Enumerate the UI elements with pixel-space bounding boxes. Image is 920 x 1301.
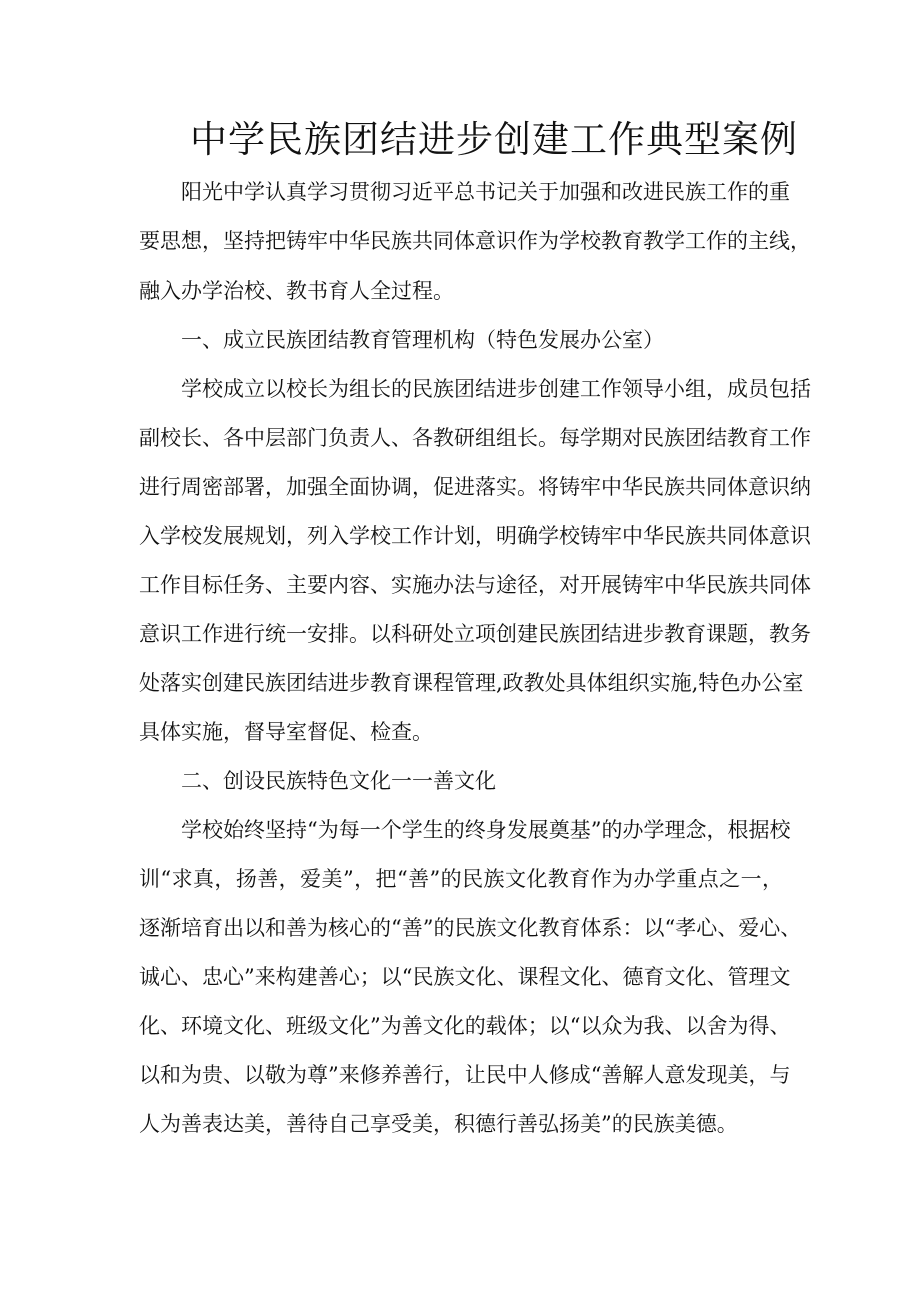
section-1-line: 入学校发展规划，列入学校工作计划，明确学校铸牢中华民族共同体意识 — [139, 524, 811, 548]
section-2-line: 化、环境文化、班级文化”为善文化的载体；以“以众为我、以舍为得、 — [139, 1014, 791, 1038]
section-1-line: 意识工作进行统一安排。以科研处立项创建民族团结进步教育课题，教务 — [139, 622, 811, 646]
section-2-line: 训“求真，扬善，爱美”，把“善”的民族文化教育作为办学重点之一， — [139, 867, 783, 891]
intro-line: 要思想，坚持把铸牢中华民族共同体意识作为学校教育教学工作的主线， — [139, 229, 811, 253]
section-2-heading: 二、创设民族特色文化一一善文化 — [181, 769, 496, 793]
section-2-line: 学校始终坚持“为每一个学生的终身发展奠基”的办学理念，根据校 — [181, 818, 791, 842]
section-2-line: 诚心、忠心”来构建善心；以“民族文化、课程文化、德育文化、管理文 — [139, 965, 791, 989]
intro-line: 阳光中学认真学习贯彻习近平总书记关于加强和改进民族工作的重 — [181, 180, 790, 204]
section-1-line: 工作目标任务、主要内容、实施办法与途径，对开展铸牢中华民族共同体 — [139, 573, 811, 597]
section-1-line: 进行周密部署，加强全面协调，促进落实。将铸牢中华民族共同体意识纳 — [139, 475, 811, 499]
section-2-line: 人为善表达美，善待自己享受美，积德行善弘扬美”的民族美德。 — [139, 1112, 738, 1136]
section-2-line: 逐渐培育出以和善为核心的“善”的民族文化教育体系：以“孝心、爱心、 — [139, 916, 802, 940]
section-1-line: 副校长、各中层部门负责人、各教研组组长。每学期对民族团结教育工作 — [139, 426, 811, 450]
document-title: 中学民族团结进步创建工作典型案例 — [190, 118, 798, 161]
section-2-line: 以和为贵、以敬为尊”来修养善行，让民中人修成“善解人意发现美，与 — [139, 1063, 791, 1087]
section-1-line: 处落实创建民族团结进步教育课程管理,政教处具体组织实施,特色办公室 — [139, 671, 804, 695]
section-1-heading: 一、成立民族团结教育管理机构（特色发展办公室） — [181, 328, 664, 352]
section-1-line: 学校成立以校长为组长的民族团结进步创建工作领导小组，成员包括 — [181, 377, 811, 401]
intro-line: 融入办学治校、教书育人全过程。 — [139, 279, 454, 303]
section-1-line: 具体实施，督导室督促、检查。 — [139, 720, 433, 744]
